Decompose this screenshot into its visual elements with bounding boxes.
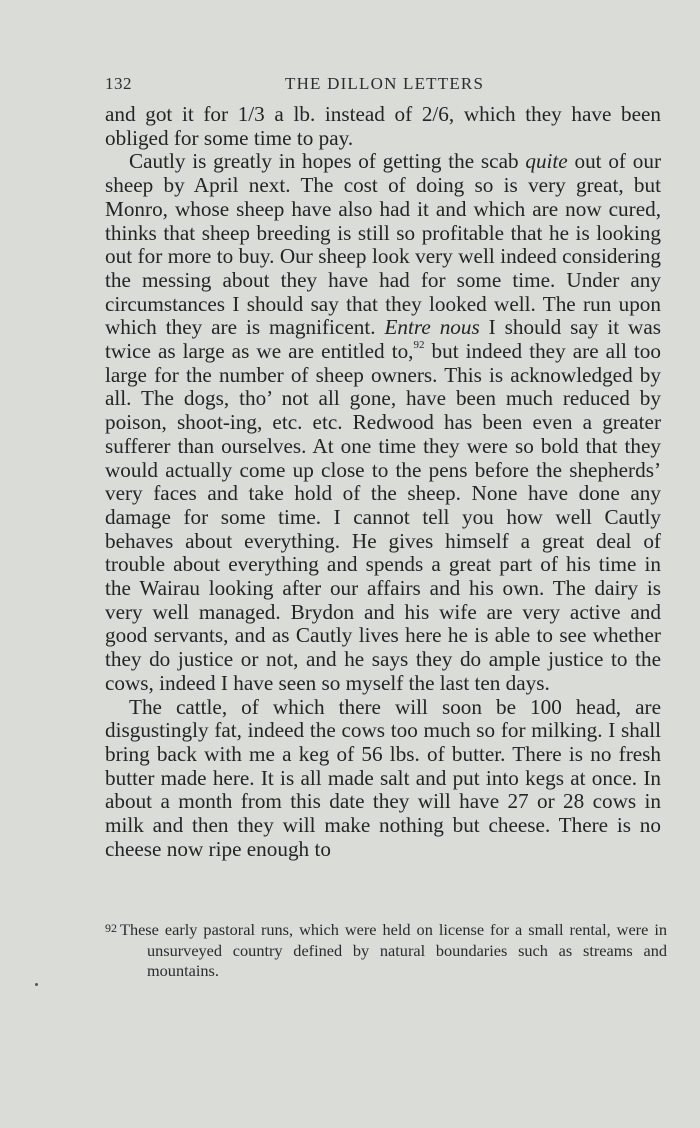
emphasis-entre-nous: Entre nous — [384, 315, 480, 340]
emphasis-quite: quite — [525, 149, 568, 174]
paragraph-2-part-c: I should say it was twice as large as we are entitled to, — [105, 315, 661, 364]
footnote — [105, 920, 667, 982]
scan-speck — [35, 983, 38, 986]
paragraph-2-part-b: out of our sheep by April next. The cost of doing so is very great, but Monro, whose sheep have also had it and which are now cured, thinks that sheep breeding is still so profitable that he is looking out for more to buy. Our sheep look very well indeed considering the messing about they have had for some time. Under any circumstances I should say that they looked well. The run upon which they are is magnificent. — [105, 149, 662, 340]
footnote-body — [105, 920, 667, 982]
running-head: THE DILLON LETTERS — [285, 74, 485, 93]
page-number: 132 — [105, 74, 132, 93]
paragraph-2 — [105, 150, 661, 695]
paragraph-2-part-a: Cautly is greatly in hopes of getting the scab — [129, 149, 526, 174]
footnote-reference[interactable]: 92 — [413, 338, 425, 351]
paragraph-1: and got it for 1/3 a lb. instead of 2/6, which they have been obliged for some time to pay. — [105, 102, 661, 150]
footnote-number: 92 — [105, 921, 117, 935]
body-text — [105, 103, 661, 862]
paragraph-3: The cattle, of which there will soon be 100 head, are disgustingly fat, indeed the cows too much so for milking. I shall bring back with me a keg of 56 lbs. of butter. There is no fresh butter made here. It is all made salt and put into kegs at once. In about a month from this date they will have 27 or 28 cows in milk and then they will make nothing but cheese. There is no cheese now ripe enough to — [105, 694, 661, 861]
footnote-text: These early pastoral runs, which were held on license for a small rental, were in unsurveyed country defined by natural boundaries such as streams and mountains. — [120, 920, 667, 980]
page-header — [105, 74, 667, 98]
paragraph-2-part-d: but indeed they are all too large for the number of sheep owners. This is acknowledged by all. The dogs, tho’ not all gone, have been much reduced by poison, shoot-ing, etc. etc. Redwood has been even a greater sufferer than ourselves. At one time they were so bold that they would actually come up close to the pens before the shepherds’ very faces and take hold of the sheep. None have done any damage for some time. I cannot tell you how well Cautly behaves about everything. He gives himself a great deal of trouble about everything and spends a great part of his time in the Wairau looking after our affairs and his own. The dairy is very well managed. Brydon and his wife are very active and good servants, and as Cautly lives here he is able to see whether they do justice or not, and he says they do ample justice to the cows, indeed I have seen so myself the last ten days. — [105, 339, 661, 695]
